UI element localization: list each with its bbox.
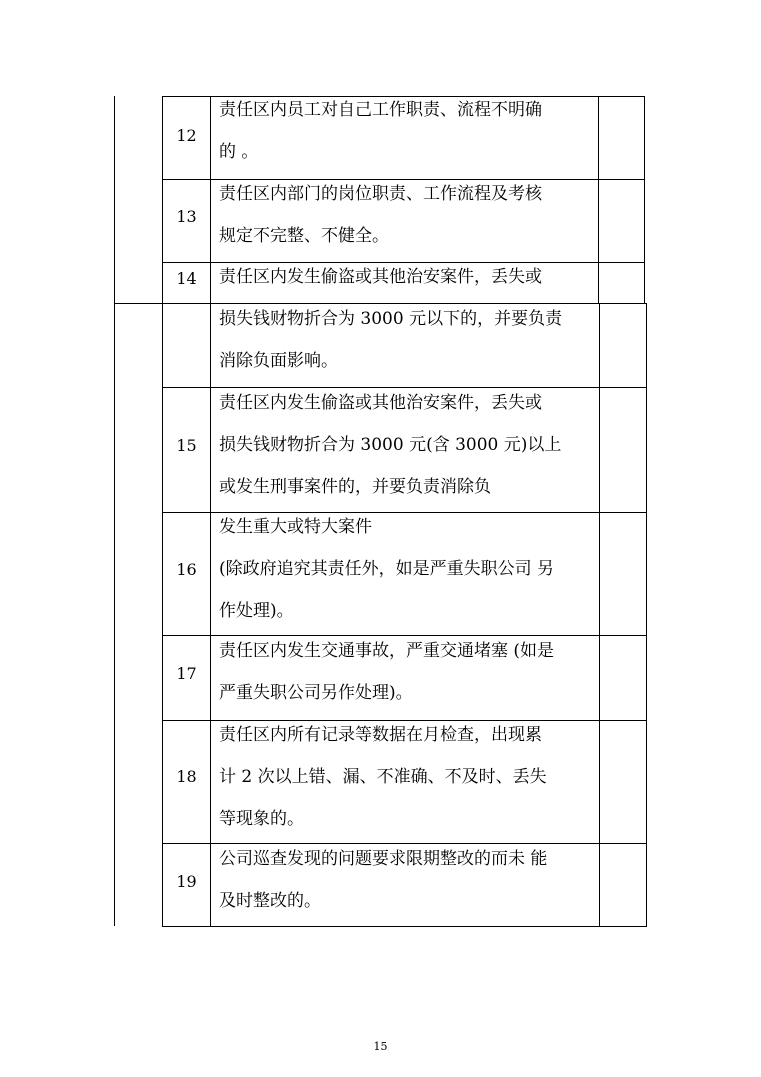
row-text-line: 等现象的。 [219, 809, 304, 829]
table-right-outer-line-top [644, 96, 645, 304]
row-text-line: 损失钱财物折合为 3000 元以下的，并要负责 [219, 309, 563, 329]
row-text-line: 的 。 [219, 142, 259, 162]
row-number: 16 [176, 560, 197, 579]
row-text-line: 发生重大或特大案件 [219, 517, 372, 537]
row-text-line: 责任区内员工对自己工作职责、流程不明确 [219, 100, 542, 120]
table-bottom-border [162, 926, 647, 927]
row-text-line: 损失钱财物折合为 3000 元(含 3000 元)以上 [219, 435, 562, 455]
row-number: 17 [176, 664, 197, 683]
row-text-line: 公司巡查发现的问题要求限期整改的而未 能 [219, 849, 548, 869]
row-number: 15 [176, 436, 197, 455]
table-col-line-3-bottom [599, 304, 600, 926]
row-text-line: 及时整改的。 [219, 891, 321, 911]
row-text-line: 消除负面影响。 [219, 351, 338, 371]
row-text-line: 责任区内部门的岗位职责、工作流程及考核 [219, 184, 542, 204]
row-number: 14 [176, 269, 197, 288]
row-text-line: (除政府追究其责任外，如是严重失职公司 另 [219, 559, 555, 579]
table-col-line-3-top [598, 96, 599, 304]
row-text-line: 作处理)。 [219, 601, 294, 621]
row-text-line: 或发生刑事案件的，并要负责消除负 [219, 477, 491, 497]
row-text-line: 规定不完整、不健全。 [219, 226, 389, 246]
row-text-line: 责任区内所有记录等数据在月检查，出现累 [219, 725, 542, 745]
row-text-line: 责任区内发生偷盗或其他治安案件，丢失或 [219, 267, 542, 287]
row-text-line: 责任区内发生交通事故，严重交通堵塞 (如是 [219, 641, 555, 661]
table-right-outer-line-bottom [646, 304, 647, 926]
row-number: 19 [176, 872, 197, 891]
table-left-outer-line-bottom [114, 304, 115, 926]
row-text-line: 责任区内发生偷盗或其他治安案件，丢失或 [219, 393, 542, 413]
table-col-line-2 [210, 96, 211, 926]
row-number: 12 [176, 126, 197, 145]
row-text-line: 计 2 次以上错、漏、不准确、不及时、丢失 [219, 767, 547, 787]
row-number: 18 [176, 767, 197, 786]
row-text-line: 严重失职公司另作处理)。 [219, 683, 413, 703]
table-left-outer-line-top [114, 96, 115, 304]
page-number: 15 [373, 1040, 388, 1053]
row-number: 13 [176, 207, 197, 226]
